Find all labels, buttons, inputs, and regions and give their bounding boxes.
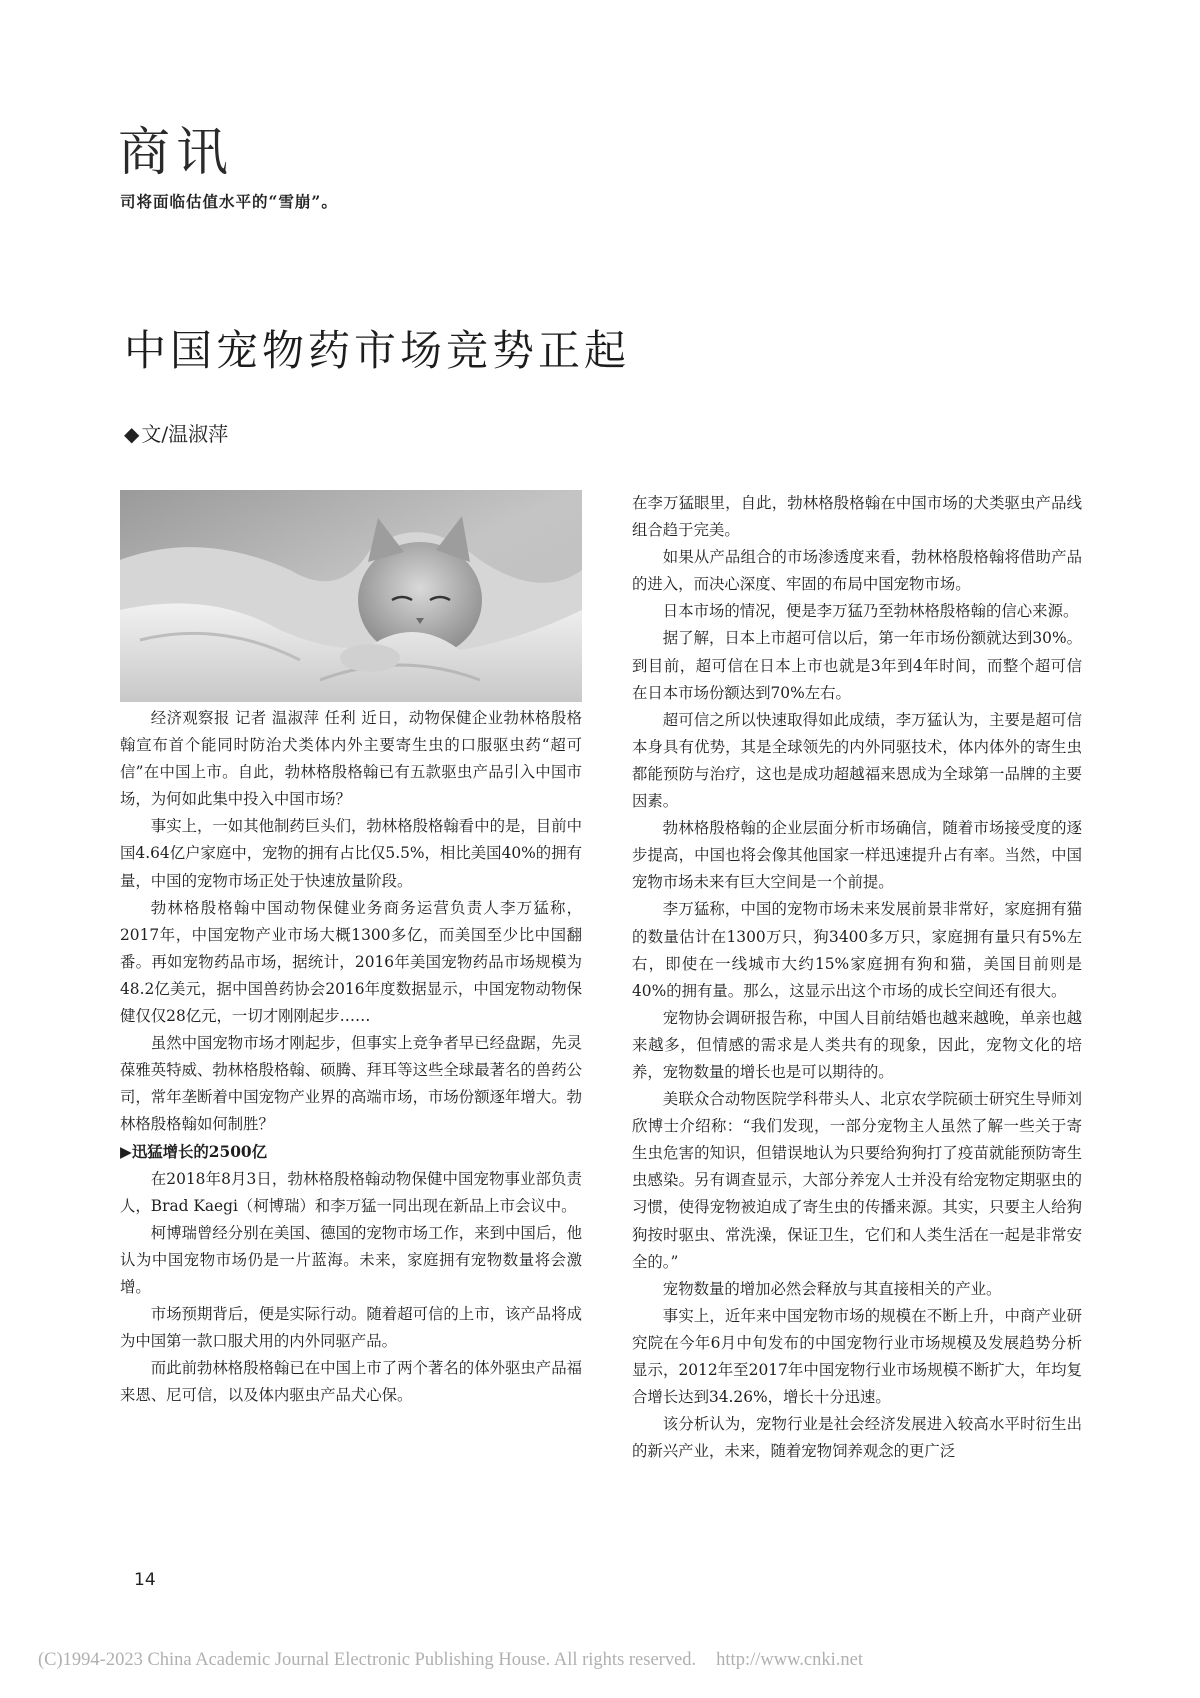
- paragraph: 美联众合动物医院学科带头人、北京农学院硕士研究生导师刘欣博士介绍称：“我们发现，一部分宠物主人虽然了解一些关于寄生虫危害的知识，但错误地认为只要给狗狗打了疫苗就能预防寄生虫感染。另有调查显示，大部分养宠人士并没有给宠物定期驱虫的习惯，使得宠物被迫成了寄生虫的传播来源。其实，只要主人给狗狗按时驱虫、常洗澡，保证卫生，它们和人类生活在一起是非常安全的。”: [632, 1090, 1082, 1271]
- byline-author: 文/温淑萍: [141, 422, 229, 446]
- paragraph: 而此前勃林格殷格翰已在中国上市了两个著名的体外驱虫产品福来恩、尼可信，以及体内驱虫产品犬心保。: [120, 1359, 582, 1405]
- paragraph: 经济观察报 记者 温淑萍 任利 近日，动物保健企业勃林格殷格翰宣布首个能同时防治犬类体内外主要寄生虫的口服驱虫药“超可信”在中国上市。自此，勃林格殷格翰已有五款驱虫产品引入中国市场，为何如此集中投入中国市场？: [120, 709, 582, 809]
- paragraph: 据了解，日本上市超可信以后，第一年市场份额就达到30%。到目前，超可信在日本上市也就是3年到4年时间，而整个超可信在日本市场份额达到70%左右。: [632, 629, 1082, 702]
- paragraph: 市场预期背后，便是实际行动。随着超可信的上市，该产品将成为中国第一款口服犬用的内外同驱产品。: [120, 1305, 582, 1351]
- section-subheading: ▶迅猛增长的2500亿: [120, 1142, 268, 1161]
- diamond-bullet-icon: ◆: [124, 422, 140, 446]
- paragraph: 在2018年8月3日，勃林格殷格翰动物保健中国宠物事业部负责人，Brad Kaegi（柯博瑞）和李万猛一同出现在新品上市会议中。: [120, 1169, 582, 1215]
- paragraph: 勃林格殷格翰的企业层面分析市场确信，随着市场接受度的逐步提高，中国也将会像其他国家一样迅速提升占有率。当然，中国宠物市场未来有巨大空间是一个前提。: [632, 819, 1082, 892]
- byline: [124, 418, 228, 447]
- previous-article-tail: 司将面临估值水平的“雪崩”。: [120, 192, 338, 211]
- paragraph: 事实上，一如其他制药巨头们，勃林格殷格翰看中的是，目前中国4.64亿户家庭中，宠物的拥有占比仅5.5%，相比美国40%的拥有量，中国的宠物市场正处于快速放量阶段。: [120, 817, 582, 890]
- paragraph: 宠物数量的增加必然会释放与其直接相关的产业。: [662, 1279, 1002, 1298]
- paragraph: 柯博瑞曾经分别在美国、德国的宠物市场工作，来到中国后，他认为中国宠物市场仍是一片蓝海。未来，家庭拥有宠物数量将会激增。: [120, 1223, 582, 1296]
- paragraph: 如果从产品组合的市场渗透度来看，勃林格殷格翰将借助产品的进入，而决心深度、牢固的布局中国宠物市场。: [632, 548, 1082, 594]
- page-number: 14: [134, 1570, 156, 1590]
- paragraph: 超可信之所以快速取得如此成绩，李万猛认为，主要是超可信本身具有优势，其是全球领先的内外同驱技术，体内体外的寄生虫都能预防与治疗，这也是成功超越福来恩成为全球第一品牌的主要因素。: [632, 710, 1082, 811]
- copyright-text: (C)1994-2023 China Academic Journal Electronic Publishing House. All rights reserved.: [38, 1650, 697, 1670]
- copyright-footer: [38, 1650, 863, 1671]
- paragraph: 日本市场的情况，便是李万猛乃至勃林格殷格翰的信心来源。: [662, 602, 1079, 621]
- footer-url: http://www.cnki.net: [716, 1650, 863, 1670]
- section-label: 商讯: [118, 123, 235, 183]
- paragraph-continued: 在李万猛眼里，自此，勃林格殷格翰在中国市场的犬类驱虫产品线组合趋于完美。: [632, 494, 1082, 540]
- paragraph: 虽然中国宠物市场才刚起步，但事实上竞争者早已经盘踞，先灵葆雅英特威、勃林格殷格翰、硕腾、拜耳等这些全球最著名的兽药公司，常年垄断着中国宠物产业界的高端市场，市场份额逐年增大。勃林格殷格翰如何制胜？: [120, 1034, 582, 1134]
- paragraph: 该分析认为，宠物行业是社会经济发展进入较高水平时衍生出的新兴产业，未来，随着宠物饲养观念的更广泛: [632, 1415, 1082, 1461]
- article-column-left: [120, 705, 582, 1409]
- paragraph: 勃林格殷格翰中国动物保健业务商务运营负责人李万猛称，2017年，中国宠物产业市场大概1300多亿，而美国至少比中国翻番。再如宠物药品市场，据统计，2016年美国宠物药品市场规模为48.2亿美元，据中国兽药协会2016年度数据显示，中国宠物动物保健仅仅28亿元，一切才刚刚起步……: [120, 898, 582, 1026]
- paragraph: 李万猛称，中国的宠物市场未来发展前景非常好，家庭拥有猫的数量估计在1300万只，狗3400多万只，家庭拥有量只有5%左右，即使在一线城市大约15%家庭拥有狗和猫，美国目前则是40%的拥有量。那么，这显示出这个市场的成长空间还有很大。: [632, 900, 1082, 1000]
- paragraph: 事实上，近年来中国宠物市场的规模在不断上升，中商产业研究院在今年6月中旬发布的中国宠物行业市场规模及发展趋势分析显示，2012年至2017年中国宠物行业市场规模不断扩大，年均复合增长达到34.26%，增长十分迅速。: [632, 1306, 1082, 1407]
- paragraph: 宠物协会调研报告称，中国人目前结婚也越来越晚，单亲也越来越多，但情感的需求是人类共有的现象，因此，宠物文化的培养，宠物数量的增长也是可以期待的。: [632, 1008, 1082, 1081]
- article-column-right: [632, 490, 1082, 1465]
- article-title: 中国宠物药市场竞势正起: [124, 326, 631, 375]
- kitten-photo: [120, 490, 582, 702]
